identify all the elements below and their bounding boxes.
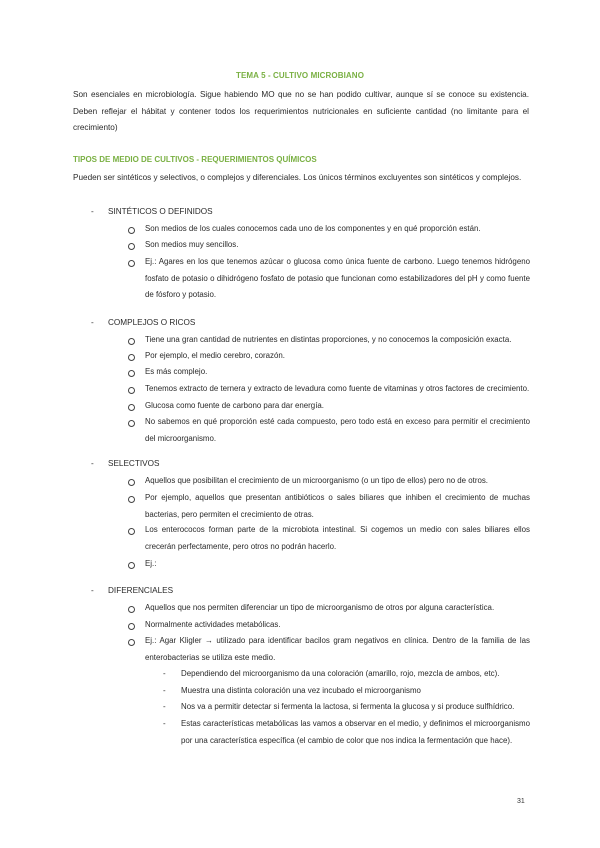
circle-bullet-icon — [128, 260, 135, 267]
circle-bullet-icon — [128, 404, 135, 411]
list-item: Por ejemplo, el medio cerebro, corazón. — [128, 348, 530, 365]
dash-marker: - — [91, 207, 94, 216]
list-item: Aquellos que posibilitan el crecimiento de un microorganismo (o un tipo de ellos) pero no de otros. — [128, 473, 530, 490]
dash-marker: - — [163, 686, 166, 695]
list-item: Aquellos que nos permiten diferenciar un tipo de microorganismo de otros por alguna característica. — [128, 600, 530, 617]
list-item: Normalmente actividades metabólicas. — [128, 617, 530, 634]
page-title: TEMA 5 - CULTIVO MICROBIANO — [235, 71, 365, 80]
sub-list-item: - Dependiendo del microorganismo da una coloración (amarillo, rojo, mezcla de ambos, etc). — [163, 666, 530, 683]
circle-bullet-icon — [128, 562, 135, 569]
circle-bullet-icon — [128, 370, 135, 377]
list-item: Por ejemplo, aquellos que presentan antibióticos o sales biliares que inhiben el crecimiento de muchas bacterias, pero permiten el crecimiento de otras. — [128, 490, 530, 523]
circle-bullet-icon — [128, 338, 135, 345]
list-item: Ej.: — [128, 556, 530, 573]
list-item: Glucosa como fuente de carbono para dar energía. — [128, 398, 530, 415]
list-item: Los enterococos forman parte de la microbiota intestinal. Si cogemos un medio con sales biliares ellos crecerán perfectamente, pero otros no podrán hacerlo. — [128, 522, 530, 555]
dash-marker: - — [163, 702, 166, 711]
list-item: Ej.: Agar Kligler → utilizado para identificar bacilos gram negativos en clínica. Dentro de la familia de las enterobacterias se utiliza este medio. — [128, 633, 530, 666]
circle-bullet-icon — [128, 639, 135, 646]
circle-bullet-icon — [128, 387, 135, 394]
heading-label: COMPLEJOS O RICOS — [108, 318, 196, 327]
sub-list-item: - Nos va a permitir detectar si fermenta la lactosa, si fermenta la glucosa y si produce sulfhídrico. — [163, 699, 530, 716]
heading-label: SELECTIVOS — [108, 459, 160, 468]
list-item: Es más complejo. — [128, 364, 530, 381]
section-title: TIPOS DE MEDIO DE CULTIVOS - REQUERIMIENTOS QUÍMICOS — [73, 155, 317, 164]
circle-bullet-icon — [128, 420, 135, 427]
heading-label: DIFERENCIALES — [108, 586, 174, 595]
circle-bullet-icon — [128, 243, 135, 250]
circle-bullet-icon — [128, 496, 135, 503]
circle-bullet-icon — [128, 528, 135, 535]
heading-label: SINTÉTICOS O DEFINIDOS — [108, 207, 213, 216]
circle-bullet-icon — [128, 354, 135, 361]
dash-marker: - — [163, 669, 166, 678]
list-item: Son medios de los cuales conocemos cada uno de los componentes y en qué proporción están. — [128, 221, 530, 238]
dash-marker: - — [91, 459, 94, 468]
circle-bullet-icon — [128, 623, 135, 630]
list-item: No sabemos en qué proporción esté cada compuesto, pero todo está en exceso para permitir el crecimiento del microorganismo. — [128, 414, 530, 447]
dash-marker: - — [91, 318, 94, 327]
circle-bullet-icon — [128, 606, 135, 613]
dash-marker: - — [163, 719, 166, 728]
list-item: Son medios muy sencillos. — [128, 237, 530, 254]
list-item: Tiene una gran cantidad de nutrientes en distintas proporciones, y no conocemos la composición exacta. — [128, 332, 530, 349]
intro-paragraph: Son esenciales en microbiología. Sigue habiendo MO que no se han podido cultivar, aunque sí se conoce su existencia. Deben reflejar el hábitat y contener todos los requerimientos nutricionales en suficiente cantidad (no limitante para el crecimiento) — [73, 90, 529, 132]
section-intro-paragraph: Pueden ser sintéticos y selectivos, o complejos y diferenciales. Los únicos términos excluyentes son sintéticos y complejos. — [73, 173, 522, 182]
sub-list-item: - Estas características metabólicas las vamos a observar en el medio, y definimos el microorganismo por una característica específica (el cambio de color que nos indica la fermentación que hace). — [163, 716, 530, 749]
circle-bullet-icon — [128, 479, 135, 486]
list-item: Ej.: Agares en los que tenemos azúcar o glucosa como única fuente de carbono. Luego tenemos hidrógeno fosfato de potasio o dihidrógeno fosfato de potasio que funcionan como estabilizadores del pH y como fuente de fósforo y potasio. — [128, 254, 530, 304]
sub-list-item: - Muestra una distinta coloración una vez incubado el microorganismo — [163, 683, 530, 700]
dash-marker: - — [91, 586, 94, 595]
circle-bullet-icon — [128, 227, 135, 234]
page-number: 31 — [517, 798, 525, 805]
list-item: Tenemos extracto de ternera y extracto de levadura como fuente de vitaminas y otros factores de crecimiento. — [128, 381, 530, 398]
